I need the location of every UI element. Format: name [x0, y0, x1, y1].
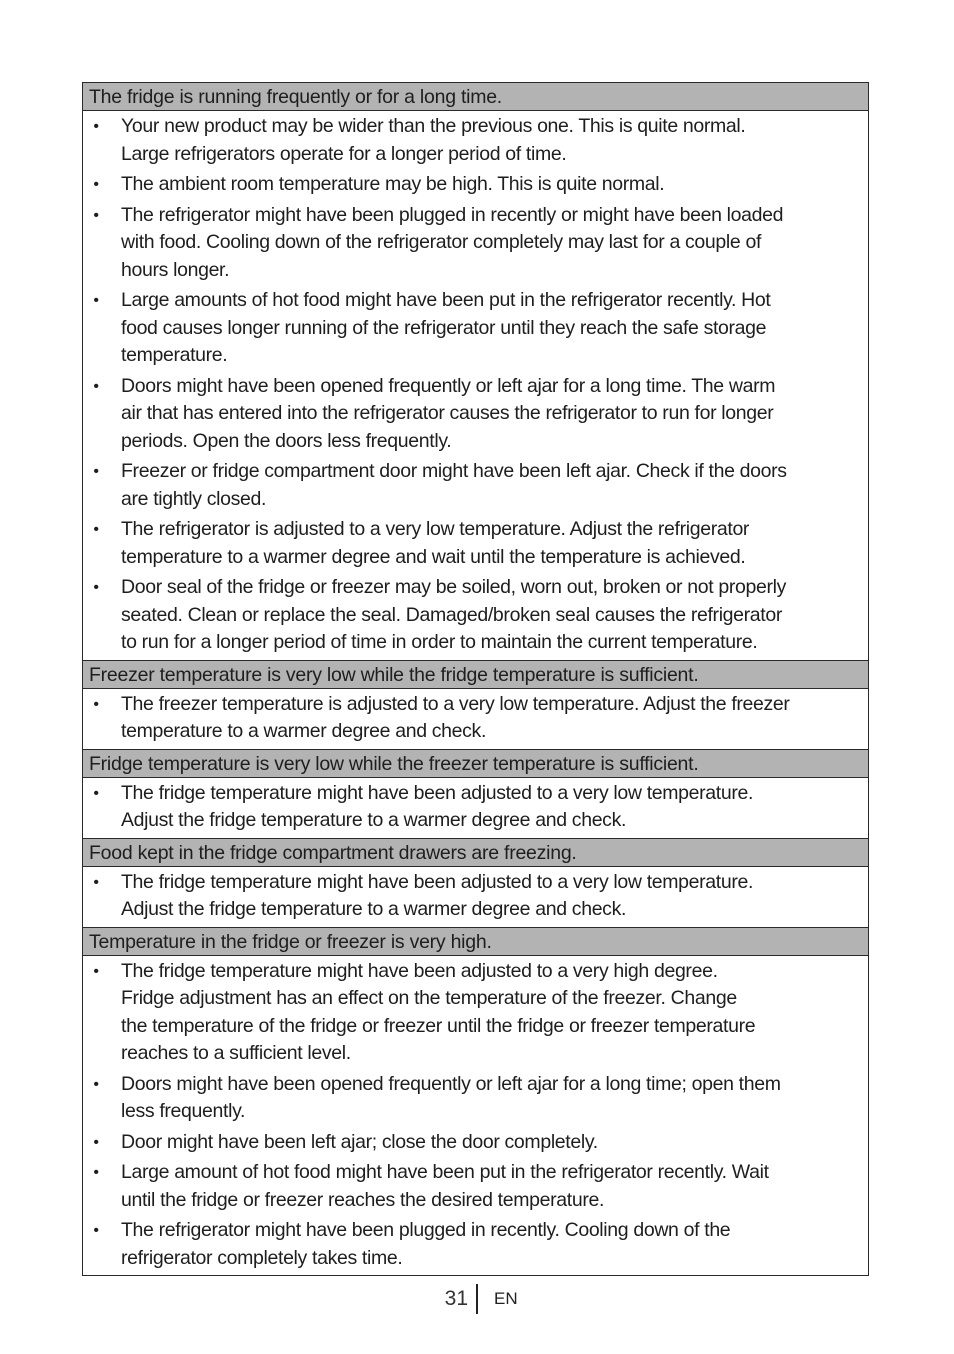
section-body: [83, 689, 868, 750]
item-text-line: with food. Cooling down of the refrigerator completely may last for a couple of: [121, 231, 762, 253]
list-item: [83, 1159, 868, 1214]
list-item: [83, 458, 868, 513]
item-text-line: Your new product may be wider than the previous one. This is quite normal.: [121, 115, 746, 137]
bullet-icon: •: [93, 695, 99, 713]
item-text-line: Door might have been left ajar; close the door completely.: [121, 1130, 598, 1153]
bullet-icon: •: [93, 1164, 99, 1181]
item-text-line: The refrigerator might have been plugged in recently or might have been loaded: [121, 203, 784, 226]
list-item: [83, 373, 868, 456]
item-text-line: Door seal of the fridge or freezer may be soiled, worn out, broken or not properly: [121, 576, 786, 598]
list-item: [83, 171, 868, 199]
item-text-line: Large amount of hot food might have been put in the refrigerator recently. Wait: [121, 1161, 769, 1183]
item-text-line: Adjust the fridge temperature to a warmer degree and check.: [121, 898, 627, 920]
footer-divider: [476, 1284, 478, 1314]
bullet-icon: •: [93, 784, 99, 802]
section-heading: Fridge temperature is very low while the freezer temperature is sufficient.: [83, 750, 868, 778]
list-item: [83, 287, 868, 370]
item-text-line: Doors might have been opened frequently or left ajar for a long time; open them: [121, 1072, 781, 1095]
bullet-icon: •: [93, 1222, 99, 1239]
section-heading: The fridge is running frequently or for a long time.: [83, 83, 868, 111]
item-text-line: temperature to a warmer degree and check.: [121, 720, 487, 742]
item-text-line: The fridge temperature might have been adjusted to a very low temperature.: [121, 870, 754, 893]
item-text-line: periods. Open the doors less frequently.: [121, 429, 452, 452]
bullet-icon: •: [93, 463, 99, 480]
list-item: [83, 113, 868, 168]
bullet-icon: •: [93, 176, 99, 193]
item-text-line: Freezer or fridge compartment door might have been left ajar. Check if the doors: [121, 460, 787, 482]
language-code: EN: [494, 1289, 518, 1308]
list-item: [83, 516, 868, 571]
bullet-icon: •: [93, 118, 99, 135]
bullet-icon: •: [93, 873, 99, 891]
list-item: [83, 1071, 868, 1126]
item-text-line: temperature.: [121, 344, 228, 366]
section-heading: Freezer temperature is very low while the fridge temperature is sufficient.: [83, 661, 868, 689]
list-item: [83, 691, 868, 746]
item-text-line: The refrigerator is adjusted to a very low temperature. Adjust the refrigerator: [121, 518, 750, 540]
item-text-line: food causes longer running of the refrigerator until they reach the safe storage: [121, 316, 767, 339]
item-text-line: to run for a longer period of time in order to maintain the current temperature.: [121, 631, 758, 653]
section-heading: Food kept in the fridge compartment drawers are freezing.: [83, 839, 868, 867]
list-item: [83, 869, 868, 924]
item-text-line: less frequently.: [121, 1100, 246, 1122]
bullet-icon: •: [93, 1133, 99, 1151]
section-body: [83, 111, 868, 661]
list-item: [83, 958, 868, 1068]
section-body: [83, 956, 868, 1273]
list-item: [83, 780, 868, 835]
item-text-line: The ambient room temperature may be high. This is quite normal.: [121, 173, 665, 195]
item-text-line: Large refrigerators operate for a longer period of time.: [121, 142, 567, 165]
item-text-line: seated. Clean or replace the seal. Damaged/broken seal causes the refrigerator: [121, 603, 783, 626]
troubleshooting-table: [82, 82, 869, 1276]
bullet-icon: •: [93, 962, 99, 980]
item-text-line: hours longer.: [121, 258, 230, 281]
item-text-line: Doors might have been opened frequently or left ajar for a long time. The warm: [121, 374, 776, 397]
page-number: 31: [444, 1287, 468, 1310]
bullet-icon: •: [93, 521, 99, 538]
item-text-line: The fridge temperature might have been adjusted to a very low temperature.: [121, 781, 754, 804]
item-text-line: reaches to a sufficient level.: [121, 1042, 351, 1064]
item-text-line: Large amounts of hot food might have been put in the refrigerator recently. Hot: [121, 289, 771, 311]
bullet-icon: •: [93, 1075, 99, 1093]
item-text-line: the temperature of the fridge or freezer until the fridge or freezer temperature: [121, 1014, 756, 1037]
item-text-line: Fridge adjustment has an effect on the temperature of the freezer. Change: [121, 987, 737, 1009]
item-text-line: temperature to a warmer degree and wait until the temperature is achieved.: [121, 545, 746, 568]
page-footer: [0, 1284, 954, 1314]
section-body: [83, 778, 868, 839]
list-item: [83, 1217, 868, 1272]
list-item: [83, 202, 868, 285]
item-text-line: until the fridge or freezer reaches the desired temperature.: [121, 1188, 605, 1211]
item-text-line: The fridge temperature might have been adjusted to a very high degree.: [121, 959, 718, 982]
item-text-line: The refrigerator might have been plugged in recently. Cooling down of the: [121, 1219, 731, 1241]
list-item: [83, 1129, 868, 1157]
section-heading: Temperature in the fridge or freezer is very high.: [83, 928, 868, 956]
bullet-icon: •: [93, 377, 99, 395]
bullet-icon: •: [93, 292, 99, 309]
section-body: [83, 867, 868, 928]
item-text-line: Adjust the fridge temperature to a warmer degree and check.: [121, 809, 627, 831]
item-text-line: refrigerator completely takes time.: [121, 1246, 403, 1269]
bullet-icon: •: [93, 206, 99, 224]
item-text-line: The freezer temperature is adjusted to a very low temperature. Adjust the freezer: [121, 692, 790, 715]
item-text-line: air that has entered into the refrigerator causes the refrigerator to run for longer: [121, 402, 774, 424]
list-item: [83, 574, 868, 657]
item-text-line: are tightly closed.: [121, 487, 267, 510]
bullet-icon: •: [93, 579, 99, 596]
